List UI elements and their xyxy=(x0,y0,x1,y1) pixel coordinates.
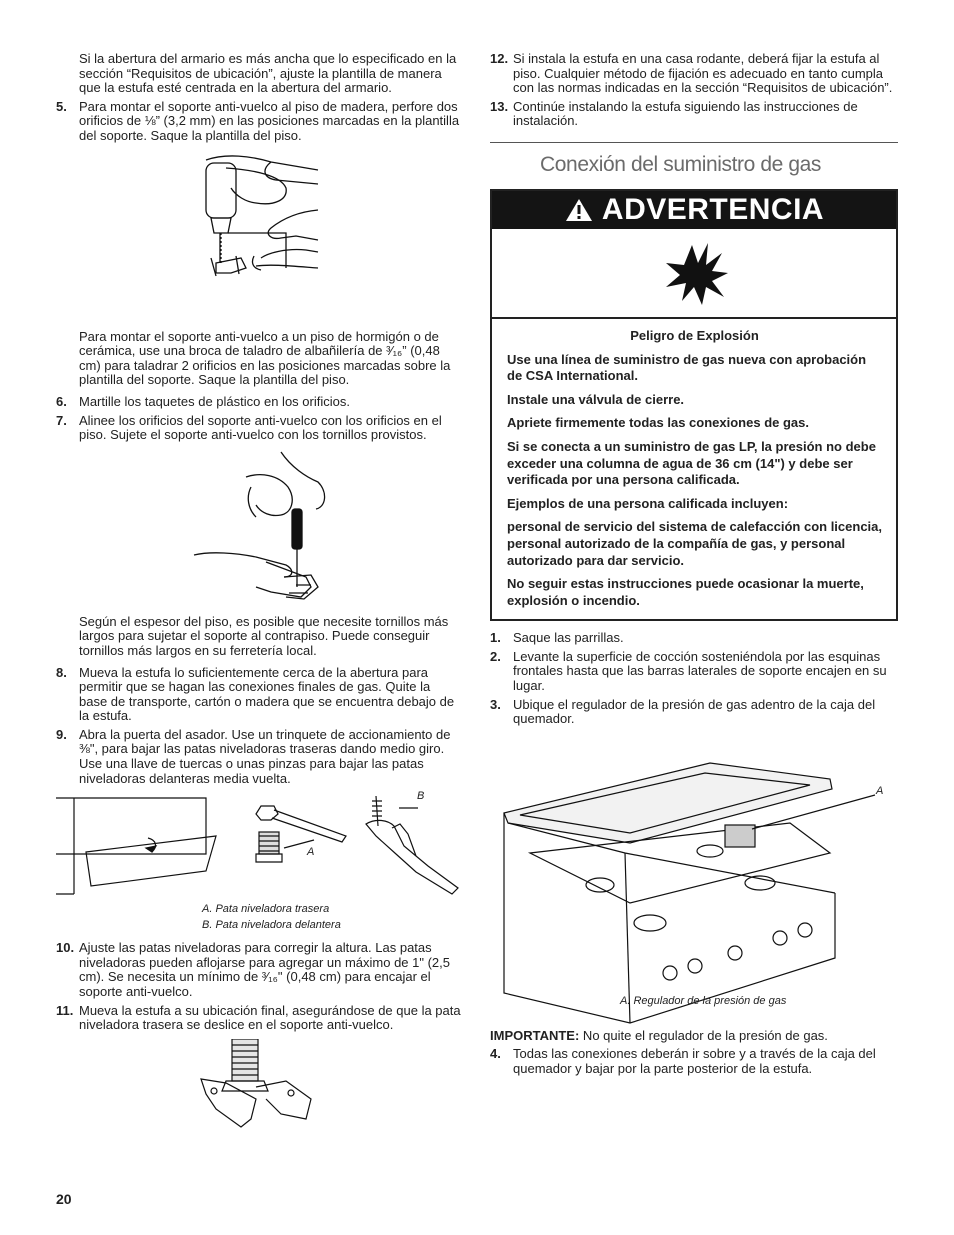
right-column xyxy=(490,52,898,1081)
step-4 xyxy=(490,1047,898,1076)
step-text: Para montar el soporte anti-vuelco al piso de madera, perfore dos orificios de ⅛” (3,2 mm) en las posiciones marcadas en la plantilla del soporte. Saque la plantilla del piso. xyxy=(79,98,460,143)
caption-a: A. Pata niveladora trasera xyxy=(202,903,330,916)
warning-p5: Ejemplos de una persona calificada incluyen: xyxy=(507,495,789,511)
step-7 xyxy=(56,414,461,443)
caption-b: B. Pata niveladora delantera xyxy=(202,919,341,932)
step-number: 8. xyxy=(56,664,67,680)
screws-note: Según el espesor del piso, es posible que necesite tornillos más largos para sujetar el soporte al contrapiso. Puede conseguir tornillos más largos en su ferretería local. xyxy=(79,613,449,658)
range-caption: A. Regulador de la presión de gas xyxy=(620,994,787,1007)
step-5 xyxy=(56,100,461,144)
bracket-illustration xyxy=(56,1039,461,1129)
screwdriver-hand-icon xyxy=(56,447,461,615)
explosion-icon xyxy=(662,239,732,309)
label-a: A xyxy=(307,846,315,859)
step-text: Todas las conexiones deberán ir sobre y a través de la caja del quemador y bajar por la parte posterior de la estufa. xyxy=(513,1046,876,1077)
intro-paragraph: Si la abertura del armario es más ancha que lo especificado en la sección “Requisitos de ubicación”, ajuste la plantilla de manera que la estufa esté centrada en la abertura del armario. xyxy=(79,51,457,96)
warning-title: ADVERTENCIA xyxy=(601,192,825,226)
step-number: 6. xyxy=(56,393,67,409)
step-3 xyxy=(490,698,898,727)
label-a: A xyxy=(876,784,884,797)
step-number: 4. xyxy=(490,1046,501,1062)
step-number: 1. xyxy=(490,630,501,646)
leg-captions xyxy=(56,901,461,933)
warning-header xyxy=(492,191,896,229)
leveling-legs-illustration xyxy=(56,790,461,896)
leveling-legs-icon xyxy=(56,796,461,896)
warning-triangle-icon xyxy=(564,197,594,223)
section-divider xyxy=(490,142,898,143)
step-number: 2. xyxy=(490,648,501,664)
step-text: Continúe instalando la estufa siguiendo las instrucciones de instalación. xyxy=(513,98,858,129)
page-number: 20 xyxy=(56,1191,72,1207)
warning-p6b: personal autorizado de la compañía de gas, y personal autorizado para dar servicio. xyxy=(507,535,846,568)
step-8 xyxy=(56,666,461,724)
drill-hand-icon xyxy=(56,148,461,330)
screwdriver-illustration xyxy=(56,447,461,615)
step-number: 10. xyxy=(56,940,75,956)
important-label: IMPORTANTE: xyxy=(490,1027,580,1043)
anti-tip-bracket-icon xyxy=(56,1039,461,1129)
step-12 xyxy=(490,52,898,96)
warning-p2: Instale una válvula de cierre. xyxy=(507,391,685,407)
warning-box xyxy=(490,189,898,621)
range-burner-box-icon xyxy=(490,733,898,1029)
step-6 xyxy=(56,395,461,410)
warning-p7: No seguir estas instrucciones puede ocasionar la muerte, explosión o incendio. xyxy=(507,576,864,608)
step-text: Ajuste las patas niveladoras para corregir la altura. Las patas niveladoras pueden aflojarse para agregar un máximo de 1" (2,5 cm). Se necesita un mínimo de ³⁄₁₆" (0,48 cm) para encajar el soporte anti-vuelco. xyxy=(79,940,451,1000)
step-9 xyxy=(56,728,461,786)
explosion-icon-area xyxy=(492,229,896,319)
step-number: 11. xyxy=(56,1002,74,1018)
step-number: 13. xyxy=(490,98,509,114)
step-text: Mueva la estufa lo suficientemente cerca de la abertura para permitir que se hagan las conexiones finales de gas. Quite la base de transporte, cartón o madera que se encuentra debajo de la estufa. xyxy=(79,664,455,724)
step-1 xyxy=(490,631,898,646)
step-10 xyxy=(56,941,461,999)
warning-p1: Use una línea de suministro de gas nueva con aprobación de CSA International. xyxy=(507,351,867,384)
warning-p6a: personal de servicio del sistema de calefacción con licencia, xyxy=(507,519,883,535)
step-text: Levante la superficie de cocción sosteniéndola por las esquinas frontales hasta que las barras laterales de soporte encajen en su lugar. xyxy=(513,648,887,694)
drill-illustration xyxy=(56,148,461,330)
label-b: B xyxy=(417,790,425,803)
left-column xyxy=(56,52,461,1129)
step-2 xyxy=(490,650,898,694)
step-text: Abra la puerta del asador. Use un trinquete de accionamiento de ⅜", para bajar las patas niveladoras traseras dando medio giro. Use una llave de tuercas o unas pinzas para bajar las patas niveladoras delanteras media vuelta. xyxy=(79,726,451,786)
step-number: 5. xyxy=(56,98,67,114)
step-text: Martille los taquetes de plástico en los orificios. xyxy=(79,393,350,409)
step-text: Saque las parrillas. xyxy=(513,630,624,646)
warning-heading: Peligro de Explosión xyxy=(630,327,759,343)
step-number: 3. xyxy=(490,696,501,712)
step-11 xyxy=(56,1004,461,1033)
step-text: Ubique el regulador de la presión de gas adentro de la caja del quemador. xyxy=(513,696,876,727)
warning-body xyxy=(492,319,896,619)
step-text: Alinee los orificios del soporte anti-vuelco con los orificios en el piso. Sujete el soporte anti-vuelco con los tornillos provistos. xyxy=(79,412,442,443)
step-number: 7. xyxy=(56,412,67,428)
step-13 xyxy=(490,100,898,129)
warning-p4: Si se conecta a un suministro de gas LP, la presión no debe exceder una columna de agua de 36 cm (14") y debe ser verificada por una persona calificada. xyxy=(507,438,876,488)
concrete-paragraph: Para montar el soporte anti-vuelco a un piso de hormigón o de cerámica, use una broca de taladro de albañilería de ³⁄₁₆” (0,48 cm) para taladrar 2 orificios en las posiciones marcadas sobre la plantilla del soporte. Saque la plantilla del piso. xyxy=(79,328,451,388)
section-title: Conexión del suministro de gas xyxy=(540,152,821,176)
important-text: No quite el regulador de la presión de gas. xyxy=(579,1027,828,1043)
range-illustration xyxy=(490,733,898,1029)
step-text: Mueva la estufa a su ubicación final, asegurándose de que la pata niveladora trasera se deslice en el soporte anti-vuelco. xyxy=(79,1002,461,1033)
important-note xyxy=(490,1029,898,1044)
step-text: Si instala la estufa en una casa rodante, deberá fijar la estufa al piso. Cualquier método de fijación es adecuado en tanto cumpla con las normas indicadas en la sección “Requisitos de ubicación”. xyxy=(513,51,893,96)
warning-p3: Apriete firmemente todas las conexiones de gas. xyxy=(507,415,809,431)
step-number: 9. xyxy=(56,726,67,742)
step-number: 12. xyxy=(490,51,509,66)
